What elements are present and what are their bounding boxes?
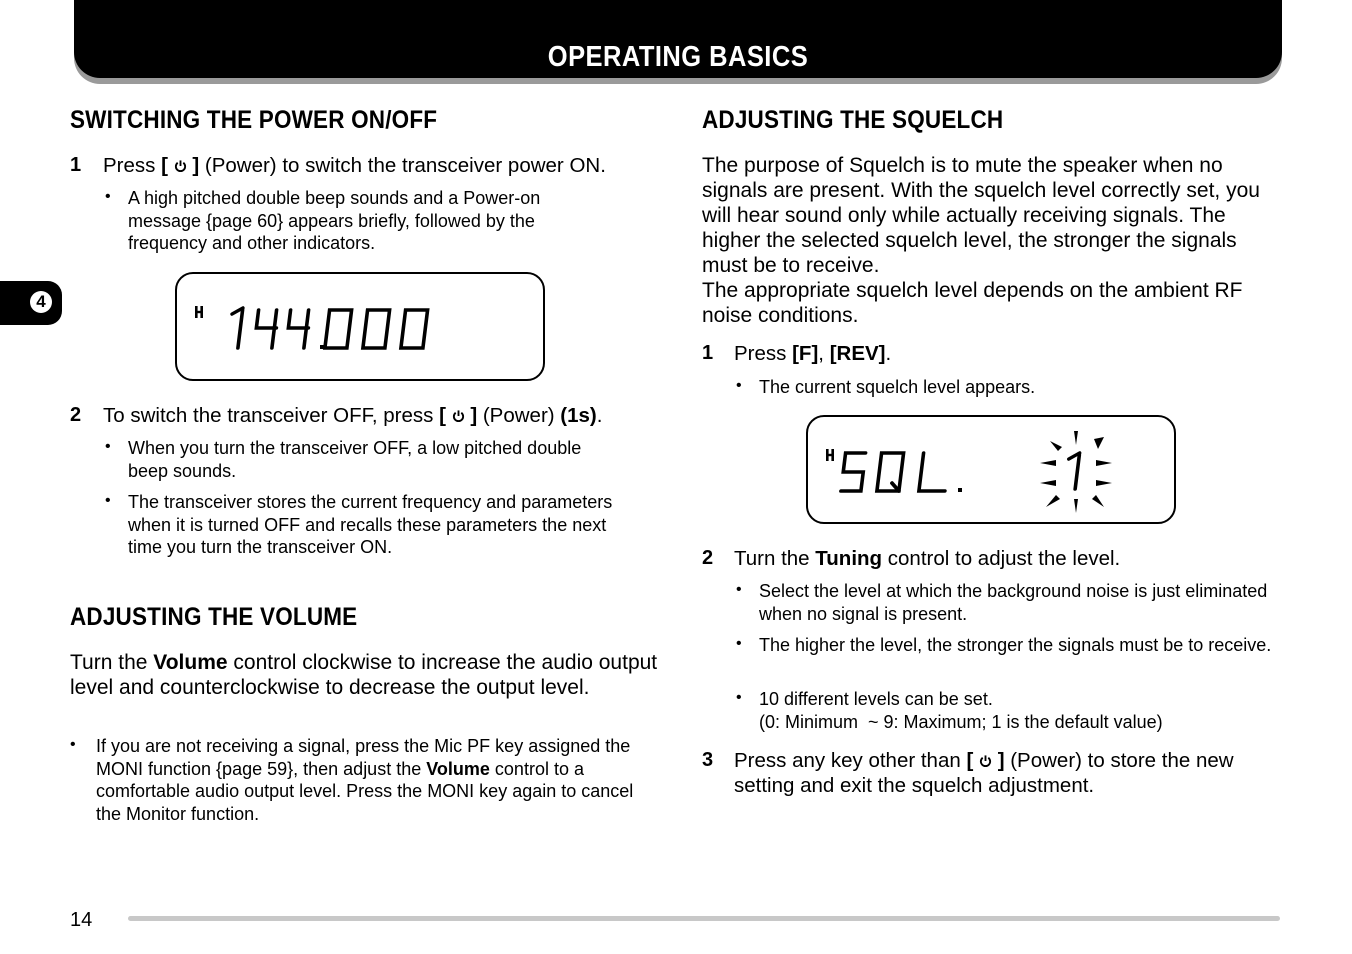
lcd-decimal-point (958, 488, 962, 492)
squelch-step1-bullet: The current squelch level appears. (759, 377, 1036, 397)
volume-bullet: If you are not receiving a signal, press the Mic PF key assigned the MONI function {page 59}, then adjust the Volume control to a comfortable audio output level. Press the MONI key again to cancel the Monitor function. (96, 736, 634, 824)
lcd-frequency-graphic (177, 274, 543, 379)
power-heading: SWITCHING THE POWER ON/OFF (70, 106, 438, 134)
squelch-step2-number: 2 (702, 547, 714, 569)
chapter-number: 4 (30, 291, 52, 313)
squelch-step2-bullet-2: The higher the level, the stronger the signals must be to receive. (759, 635, 1272, 655)
page-number: 14 (70, 909, 93, 931)
lcd-squelch-characters (841, 453, 1080, 491)
squelch-step3-number: 3 (702, 749, 714, 771)
chapter-side-tab (0, 281, 62, 325)
bullet-dot: • (736, 689, 742, 706)
squelch-step2-bullet-3: 10 different levels can be set. (0: Minimum ~ 9: Maximum; 1 is the default value) (759, 689, 1163, 732)
power-icon (174, 159, 187, 173)
squelch-heading: ADJUSTING THE SQUELCH (702, 106, 1004, 134)
bullet-dot: • (736, 635, 742, 652)
squelch-step1-number: 1 (702, 342, 714, 364)
chapter-header (74, 0, 1282, 78)
squelch-step2-text: Turn the Tuning control to adjust the level. (734, 547, 1121, 570)
bullet-dot: • (105, 188, 111, 205)
lcd-squelch-graphic (808, 417, 1174, 522)
lcd-high-power-indicator (195, 306, 203, 318)
chapter-title: OPERATING BASICS (547, 41, 809, 73)
power-step1-text: Press [ ] (Power) to switch the transceiver power ON. (103, 154, 606, 177)
lcd-frequency-digits (228, 308, 428, 348)
lcd-decimal-point (320, 345, 324, 349)
power-icon (979, 754, 992, 768)
bullet-dot: • (736, 377, 742, 394)
footer-rule (128, 916, 1280, 921)
power-step2-text: To switch the transceiver OFF, press [ ] (Power) (1s). (103, 404, 603, 427)
bullet-dot: • (105, 492, 111, 509)
squelch-step2-bullet-1: Select the level at which the background noise is just eliminated when no signal is present. (759, 581, 1268, 624)
lcd-display-frequency (175, 272, 545, 381)
bullet-dot: • (736, 581, 742, 598)
power-icon (452, 409, 465, 423)
volume-paragraph: Turn the Volume control clockwise to increase the audio output level and counterclockwise to decrease the output level. (70, 651, 658, 699)
power-step1-bullet: A high pitched double beep sounds and a Power-on message {page 60} appears briefly, followed by the frequency and other indicators. (128, 188, 541, 253)
power-step2-bullet-1: When you turn the transceiver OFF, a low pitched double beep sounds. (128, 438, 582, 481)
power-step2-number: 2 (70, 404, 82, 426)
bullet-dot: • (70, 736, 76, 753)
squelch-paragraph-2: The appropriate squelch level depends on the ambient RF noise conditions. (702, 279, 1243, 327)
squelch-step1-text: Press [F], [REV]. (734, 342, 892, 365)
volume-heading: ADJUSTING THE VOLUME (70, 603, 358, 631)
squelch-paragraph-1: The purpose of Squelch is to mute the speaker when no signals are present. With the squelch level correctly set, you will hear sound only while actually receiving signals. The higher the selected squelch level, the stronger the signals must be to receive. (702, 154, 1260, 277)
bullet-dot: • (105, 438, 111, 455)
squelch-step3-text: Press any key other than [ ] (Power) to store the new setting and exit the squelch adjustment. (734, 749, 1234, 797)
power-step1-number: 1 (70, 154, 82, 176)
lcd-high-power-indicator (826, 449, 834, 461)
power-step2-bullet-2: The transceiver stores the current frequency and parameters when it is turned OFF and recalls these parameters the next time you turn the transceiver ON. (128, 492, 613, 557)
lcd-display-squelch (806, 415, 1176, 524)
